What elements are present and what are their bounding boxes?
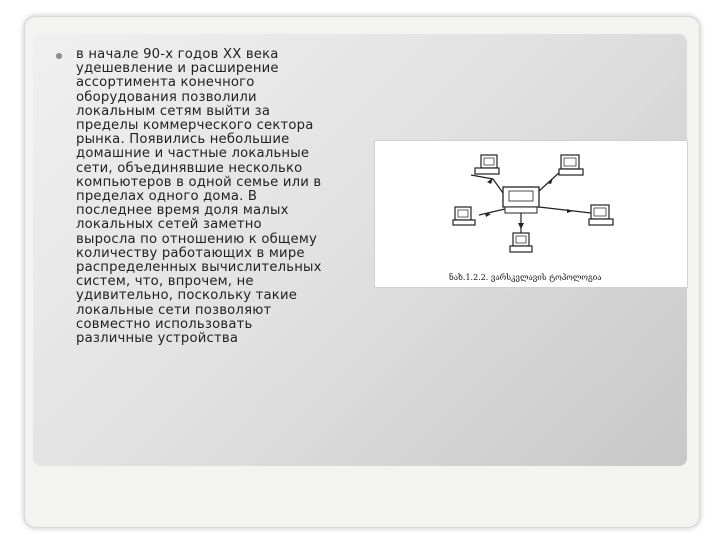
computer-icon-left <box>453 207 475 225</box>
body-text: в начале 90-х годов XX века удешевление и расширение ассортимента конечного оборудования позволили локальным сетям выйти за пределы коммерческого сектора рынка. Появились небольшие домашние и частные локальные сети, объединявшие несколько компьютеров в одной семье или в пределах одного дома. В последнее время доля малых локальных сетей заметно выросла по отношению к общему количеству работающих в мире распределенных вычислительных систем, что, впрочем, не удивительно, поскольку такие локальные сети позволяют совместно использовать различные устройства <box>76 47 322 347</box>
computer-icon-top-right <box>559 155 583 175</box>
network-diagram <box>375 141 687 287</box>
computer-icon-right <box>589 205 613 225</box>
figure-caption: ნახ.1.2.2. ვარსკვლავის ტოპოლოგია <box>449 273 602 282</box>
computer-icon-bottom <box>510 233 532 252</box>
bullet-icon <box>56 53 62 59</box>
star-topology-figure <box>374 140 688 288</box>
computer-icon-top-left <box>475 155 499 174</box>
hub-icon <box>503 187 539 213</box>
